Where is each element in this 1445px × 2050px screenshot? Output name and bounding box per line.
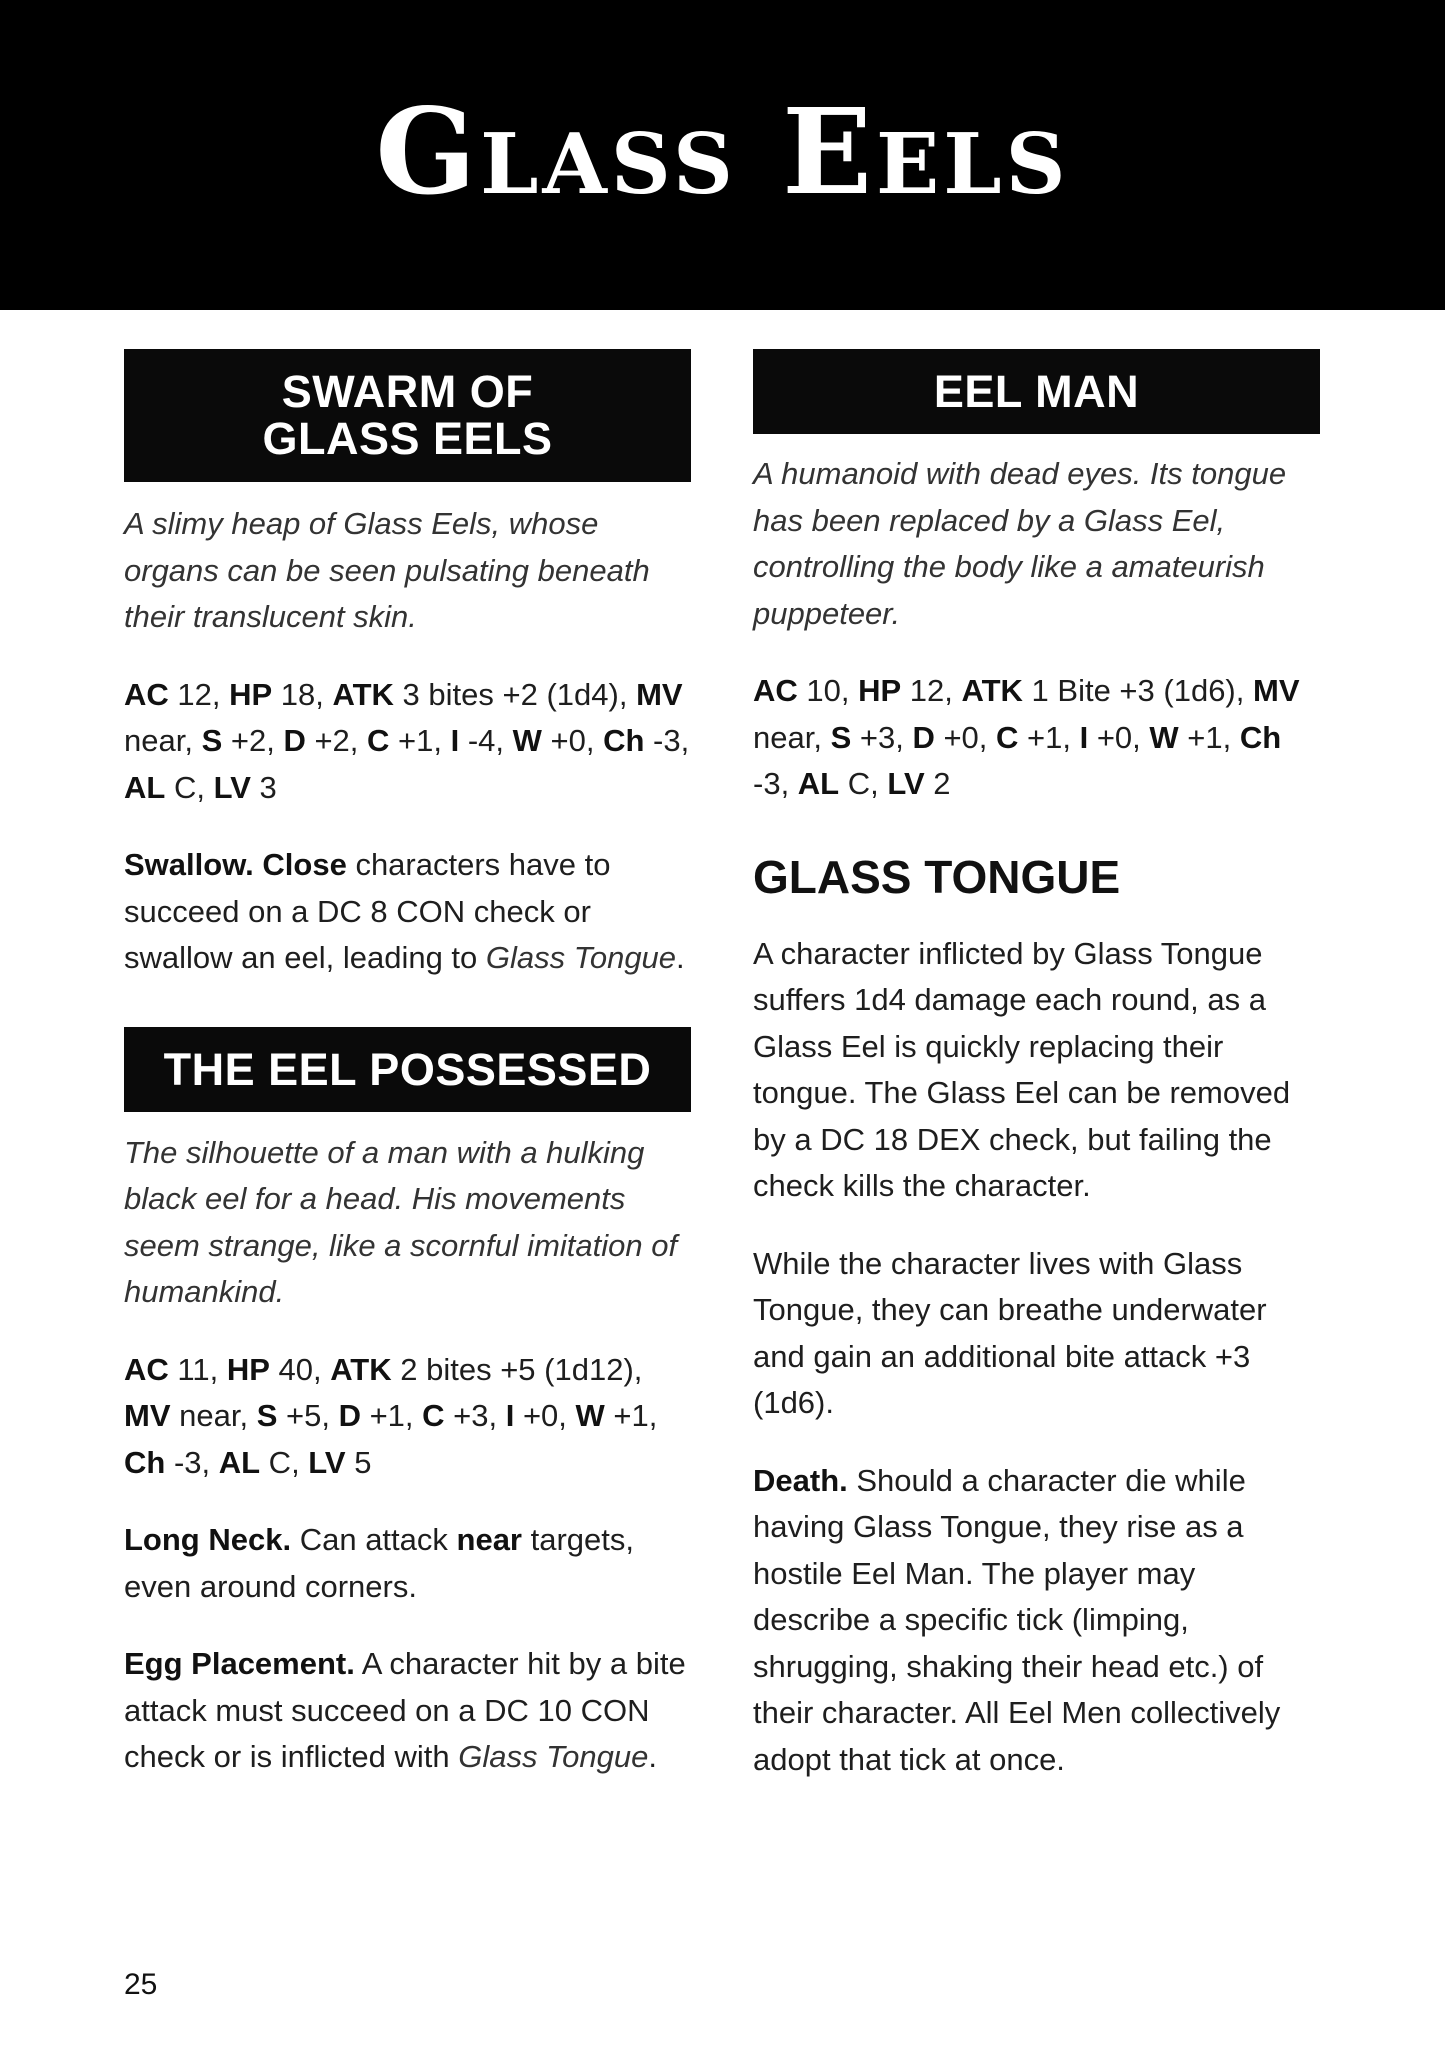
stat-value: +0, [514, 1398, 576, 1433]
swallow-text: characters have to succeed on a DC 8 CON check or swallow an eel, leading to [124, 847, 611, 975]
stat-label: LV [213, 769, 251, 805]
stat-value: +3, [444, 1398, 506, 1433]
stat-label: MV [636, 676, 683, 712]
swarm-description: A slimy heap of Glass Eels, whose organs can be seen pulsating beneath their translucent skin. [124, 506, 650, 634]
stat-label: Ch [1239, 719, 1282, 755]
possessed-heading [124, 1027, 691, 1112]
long-neck-text1: Can attack [291, 1522, 457, 1557]
stat-value: +1, [1018, 719, 1080, 755]
stat-value: 3 [250, 769, 277, 805]
eel-man-heading [753, 349, 1320, 434]
stat-value: +5, [277, 1398, 339, 1433]
glass-tongue-para1: A character inflicted by Glass Tongue suffers 1d4 damage each round, as a Glass Eel is quickly replacing their tongue. The Glass Eel can be removed by a DC 18 DEX check, but failing the check kills the character. [753, 935, 1291, 1203]
stat-label: S [201, 723, 223, 758]
stat-label: I [505, 1398, 515, 1433]
glass-tongue-heading: GLASS TONGUE [753, 850, 1121, 903]
stat-value: +1, [1178, 719, 1240, 755]
stat-value: near, [124, 723, 202, 758]
stat-label: D [912, 719, 935, 755]
stat-value: C, [165, 769, 214, 805]
stat-label: Ch [603, 723, 645, 758]
right-column [753, 349, 1320, 1783]
swallow-end: . [676, 940, 685, 975]
title-banner [0, 0, 1445, 310]
eel-man-stat-block [753, 668, 1320, 808]
stat-value: 40, [269, 1351, 331, 1387]
long-neck-bold: near [456, 1522, 522, 1557]
stat-value: near, [753, 719, 831, 755]
stat-value: -3, [165, 1444, 219, 1480]
stat-value: C, [260, 1444, 309, 1480]
stat-label: ATK [332, 676, 394, 712]
swarm-heading-line2: GLASS EELS [262, 413, 553, 464]
stat-value: +1, [360, 1398, 423, 1433]
stat-label: C [996, 719, 1019, 755]
swallow-lead: Close [262, 847, 347, 882]
stat-value: -3, [753, 766, 798, 801]
stat-value: near, [170, 1398, 257, 1433]
stat-label: AL [218, 1444, 261, 1480]
stat-label: HP [226, 1351, 270, 1387]
stat-value: -3, [644, 723, 690, 758]
stat-value: 12, [901, 673, 962, 708]
stat-label: AC [124, 676, 169, 712]
eel-man-description: A humanoid with dead eyes. Its tongue has been replaced by a Glass Eel, controlling the body like a amateurish puppeteer. [753, 456, 1287, 631]
swarm-heading-line1: SWARM OF [281, 366, 534, 417]
stat-label: S [256, 1398, 278, 1433]
stat-label: AL [797, 766, 840, 801]
stat-label: S [830, 719, 852, 755]
stat-value: +1, [604, 1398, 658, 1433]
stat-label: HP [229, 676, 273, 712]
stat-value: 12, [168, 676, 230, 712]
stat-label: C [367, 723, 390, 758]
egg-ref: Glass Tongue [458, 1739, 649, 1774]
stat-label: MV [124, 1398, 171, 1433]
stat-label: HP [858, 673, 902, 708]
long-neck-text2: targets, even around corners. [124, 1522, 634, 1604]
stat-label: W [1149, 719, 1179, 755]
stat-value: 2 bites +5 (1d12), [391, 1351, 643, 1387]
long-neck-name: Long Neck. [124, 1522, 292, 1557]
stat-value: +0, [934, 719, 997, 755]
possessed-egg-placement [124, 1641, 691, 1781]
stat-label: ATK [330, 1351, 392, 1387]
stat-value: 3 bites +2 (1d4), [393, 676, 637, 712]
glass-tongue-para2: While the character lives with Glass Tongue, they can breathe underwater and gain an additional bite attack +3 (1d6). [753, 1245, 1267, 1420]
glass-tongue-death [753, 1458, 1320, 1784]
stat-value: 2 [924, 766, 951, 801]
stat-value: +0, [541, 723, 604, 758]
possessed-stat-block [124, 1347, 691, 1487]
stat-label: I [1079, 719, 1089, 755]
stat-value: 10, [797, 673, 859, 708]
egg-text: A character hit by a bite attack must succeed on a DC 10 CON check or is inflicted with [124, 1646, 686, 1774]
death-text: Should a character die while having Glass Tongue, they rise as a hostile Eel Man. The player may describe a specific tick (limping, shrugging, shaking their head etc.) of their character. All Eel Men collectively adopt that tick at once. [753, 1462, 1281, 1777]
possessed-long-neck [124, 1517, 691, 1610]
possessed-heading-text: THE EEL POSSESSED [163, 1043, 652, 1095]
stat-value: +0, [1088, 719, 1150, 755]
stat-value: +2, [305, 723, 368, 758]
stat-label: D [338, 1398, 361, 1433]
swallow-name: Swallow. [124, 847, 254, 882]
swarm-heading [124, 349, 691, 482]
stat-label: AL [124, 769, 166, 805]
stat-value: 5 [345, 1444, 372, 1480]
stat-label: LV [308, 1444, 346, 1480]
possessed-description: The silhouette of a man with a hulking black eel for a head. His movements seem strange, like a scornful imitation of humankind. [124, 1134, 678, 1309]
stat-value: 11, [168, 1351, 227, 1387]
stat-value: C, [839, 766, 888, 801]
stat-label: W [575, 1398, 605, 1433]
page-number: 25 [124, 1968, 158, 2001]
egg-end: . [648, 1739, 658, 1774]
stat-label: MV [1253, 673, 1300, 708]
stat-label: D [283, 723, 306, 758]
page-title: Glass Eels [375, 81, 1070, 221]
stat-label: ATK [961, 673, 1023, 708]
stat-label: LV [887, 766, 925, 801]
stat-value: +3, [851, 719, 913, 755]
stat-label: Ch [124, 1444, 166, 1480]
egg-name: Egg Placement. [124, 1646, 355, 1681]
stat-label: I [450, 723, 460, 758]
stat-label: AC [753, 673, 798, 708]
swarm-swallow-ability [124, 842, 691, 982]
death-name: Death. [753, 1462, 848, 1498]
stat-value: -4, [459, 723, 513, 758]
swarm-stat-block [124, 672, 691, 812]
stat-label: W [512, 723, 542, 758]
eel-man-heading-text: EEL MAN [933, 366, 1140, 417]
left-column [124, 349, 691, 1781]
stat-value: +1, [389, 723, 451, 758]
swallow-ref: Glass Tongue [485, 940, 677, 975]
stat-value: 18, [272, 676, 333, 712]
stat-value: +2, [222, 723, 284, 758]
stat-value: 1 Bite +3 (1d6), [1022, 673, 1253, 708]
stat-label: C [422, 1398, 445, 1433]
stat-label: AC [124, 1351, 169, 1387]
